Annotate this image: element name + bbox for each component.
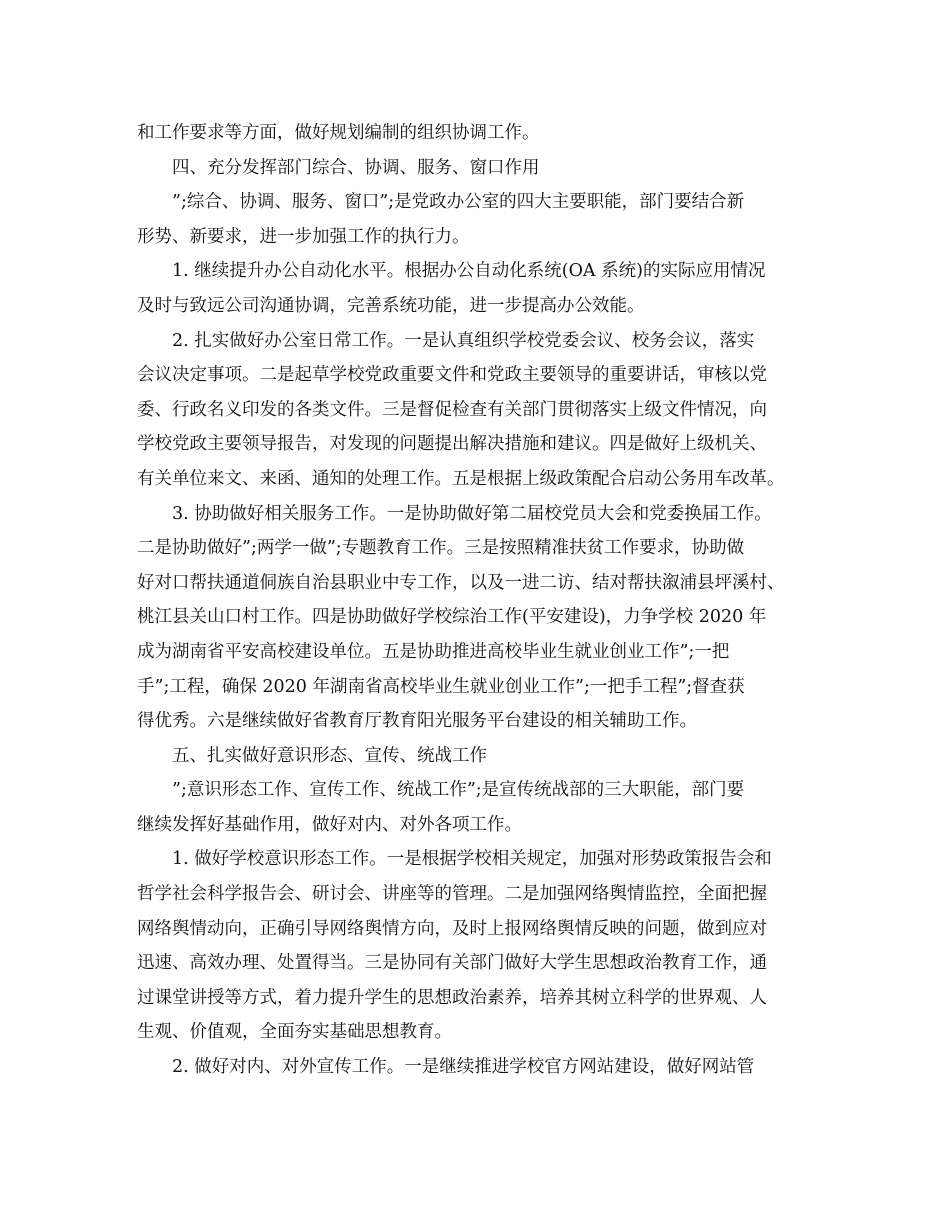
text-line: ”;综合、协调、服务、窗口”;是党政办公室的四大主要职能，部门要结合新	[172, 192, 745, 213]
text-line: 得优秀。六是继续做好省教育厅教育阳光服务平台建设的相关辅助工作。	[137, 711, 697, 732]
text-line: 2. 做好对内、对外宣传工作。一是继续推进学校官方网站建设，做好网站管	[172, 1057, 755, 1078]
text-line: 过课堂讲授等方式，着力提升学生的思想政治素养，培养其树立科学的世界观、人	[137, 987, 767, 1008]
text-line: 迅速、高效办理、处置得当。三是协同有关部门做好大学生思想政治教育工作，通	[137, 953, 767, 974]
text-line: 委、行政名义印发的各类文件。三是督促检查有关部门贯彻落实上级文件情况，向	[137, 399, 767, 420]
text-line: ”;意识形态工作、宣传工作、统战工作”;是宣传统战部的三大职能，部门要	[172, 780, 745, 801]
text-line: 五、扎实做好意识形态、宣传、统战工作	[172, 745, 487, 766]
text-line: 1. 做好学校意识形态工作。一是根据学校相关规定，加强对形势政策报告会和	[172, 849, 772, 870]
text-line: 学校党政主要领导报告，对发现的问题提出解决措施和建议。四是做好上级机关、	[137, 434, 767, 455]
text-line: 会议决定事项。二是起草学校党政重要文件和党政主要领导的重要讲话，审核以党	[137, 365, 767, 386]
text-line: 成为湖南省平安高校建设单位。五是协助推进高校毕业生就业创业工作”;一把	[137, 641, 730, 662]
text-line: 桃江县关山口村工作。四是协助做好学校综治工作(平安建设)，力争学校 2020 年	[137, 607, 767, 628]
text-line: 及时与致远公司沟通协调，完善系统功能，进一步提高办公效能。	[137, 295, 645, 316]
text-line: 和工作要求等方面，做好规划编制的组织协调工作。	[137, 123, 540, 143]
text-line: 有关单位来文、来函、通知的处理工作。五是根据上级政策配合启动公务用车改革。	[137, 468, 785, 489]
document-body	[137, 116, 827, 1085]
text-line: 网络舆情动向，正确引导网络舆情方向，及时上报网络舆情反映的问题，做到应对	[137, 918, 767, 939]
text-line: 3. 协助做好相关服务工作。一是协助做好第二届校党员大会和党委换届工作。	[172, 503, 772, 524]
text-line: 继续发挥好基础作用，做好对内、对外各项工作。	[137, 814, 522, 835]
text-line: 二是协助做好”;两学一做”;专题教育工作。三是按照精准扶贫工作要求，协助做	[137, 538, 745, 559]
text-line: 四、充分发挥部门综合、协调、服务、窗口作用	[172, 157, 540, 178]
text-line: 2. 扎实做好办公室日常工作。一是认真组织学校党委会议、校务会议，落实	[172, 330, 755, 351]
text-line: 1. 继续提升办公自动化水平。根据办公自动化系统(OA 系统)的实际应用情况	[172, 261, 766, 282]
text-line: 形势、新要求，进一步加强工作的执行力。	[137, 226, 470, 247]
text-line: 好对口帮扶通道侗族自治县职业中专工作，以及一进二访、结对帮扶溆浦县坪溪村、	[137, 572, 785, 593]
text-line: 手”;工程，确保 2020 年湖南省高校毕业生就业创业工作”;一把手工程”;督查获	[137, 676, 745, 697]
text-line: 生观、价值观，全面夯实基础思想教育。	[137, 1022, 452, 1043]
text-line: 哲学社会科学报告会、研讨会、讲座等的管理。二是加强网络舆情监控，全面把握	[137, 884, 767, 905]
